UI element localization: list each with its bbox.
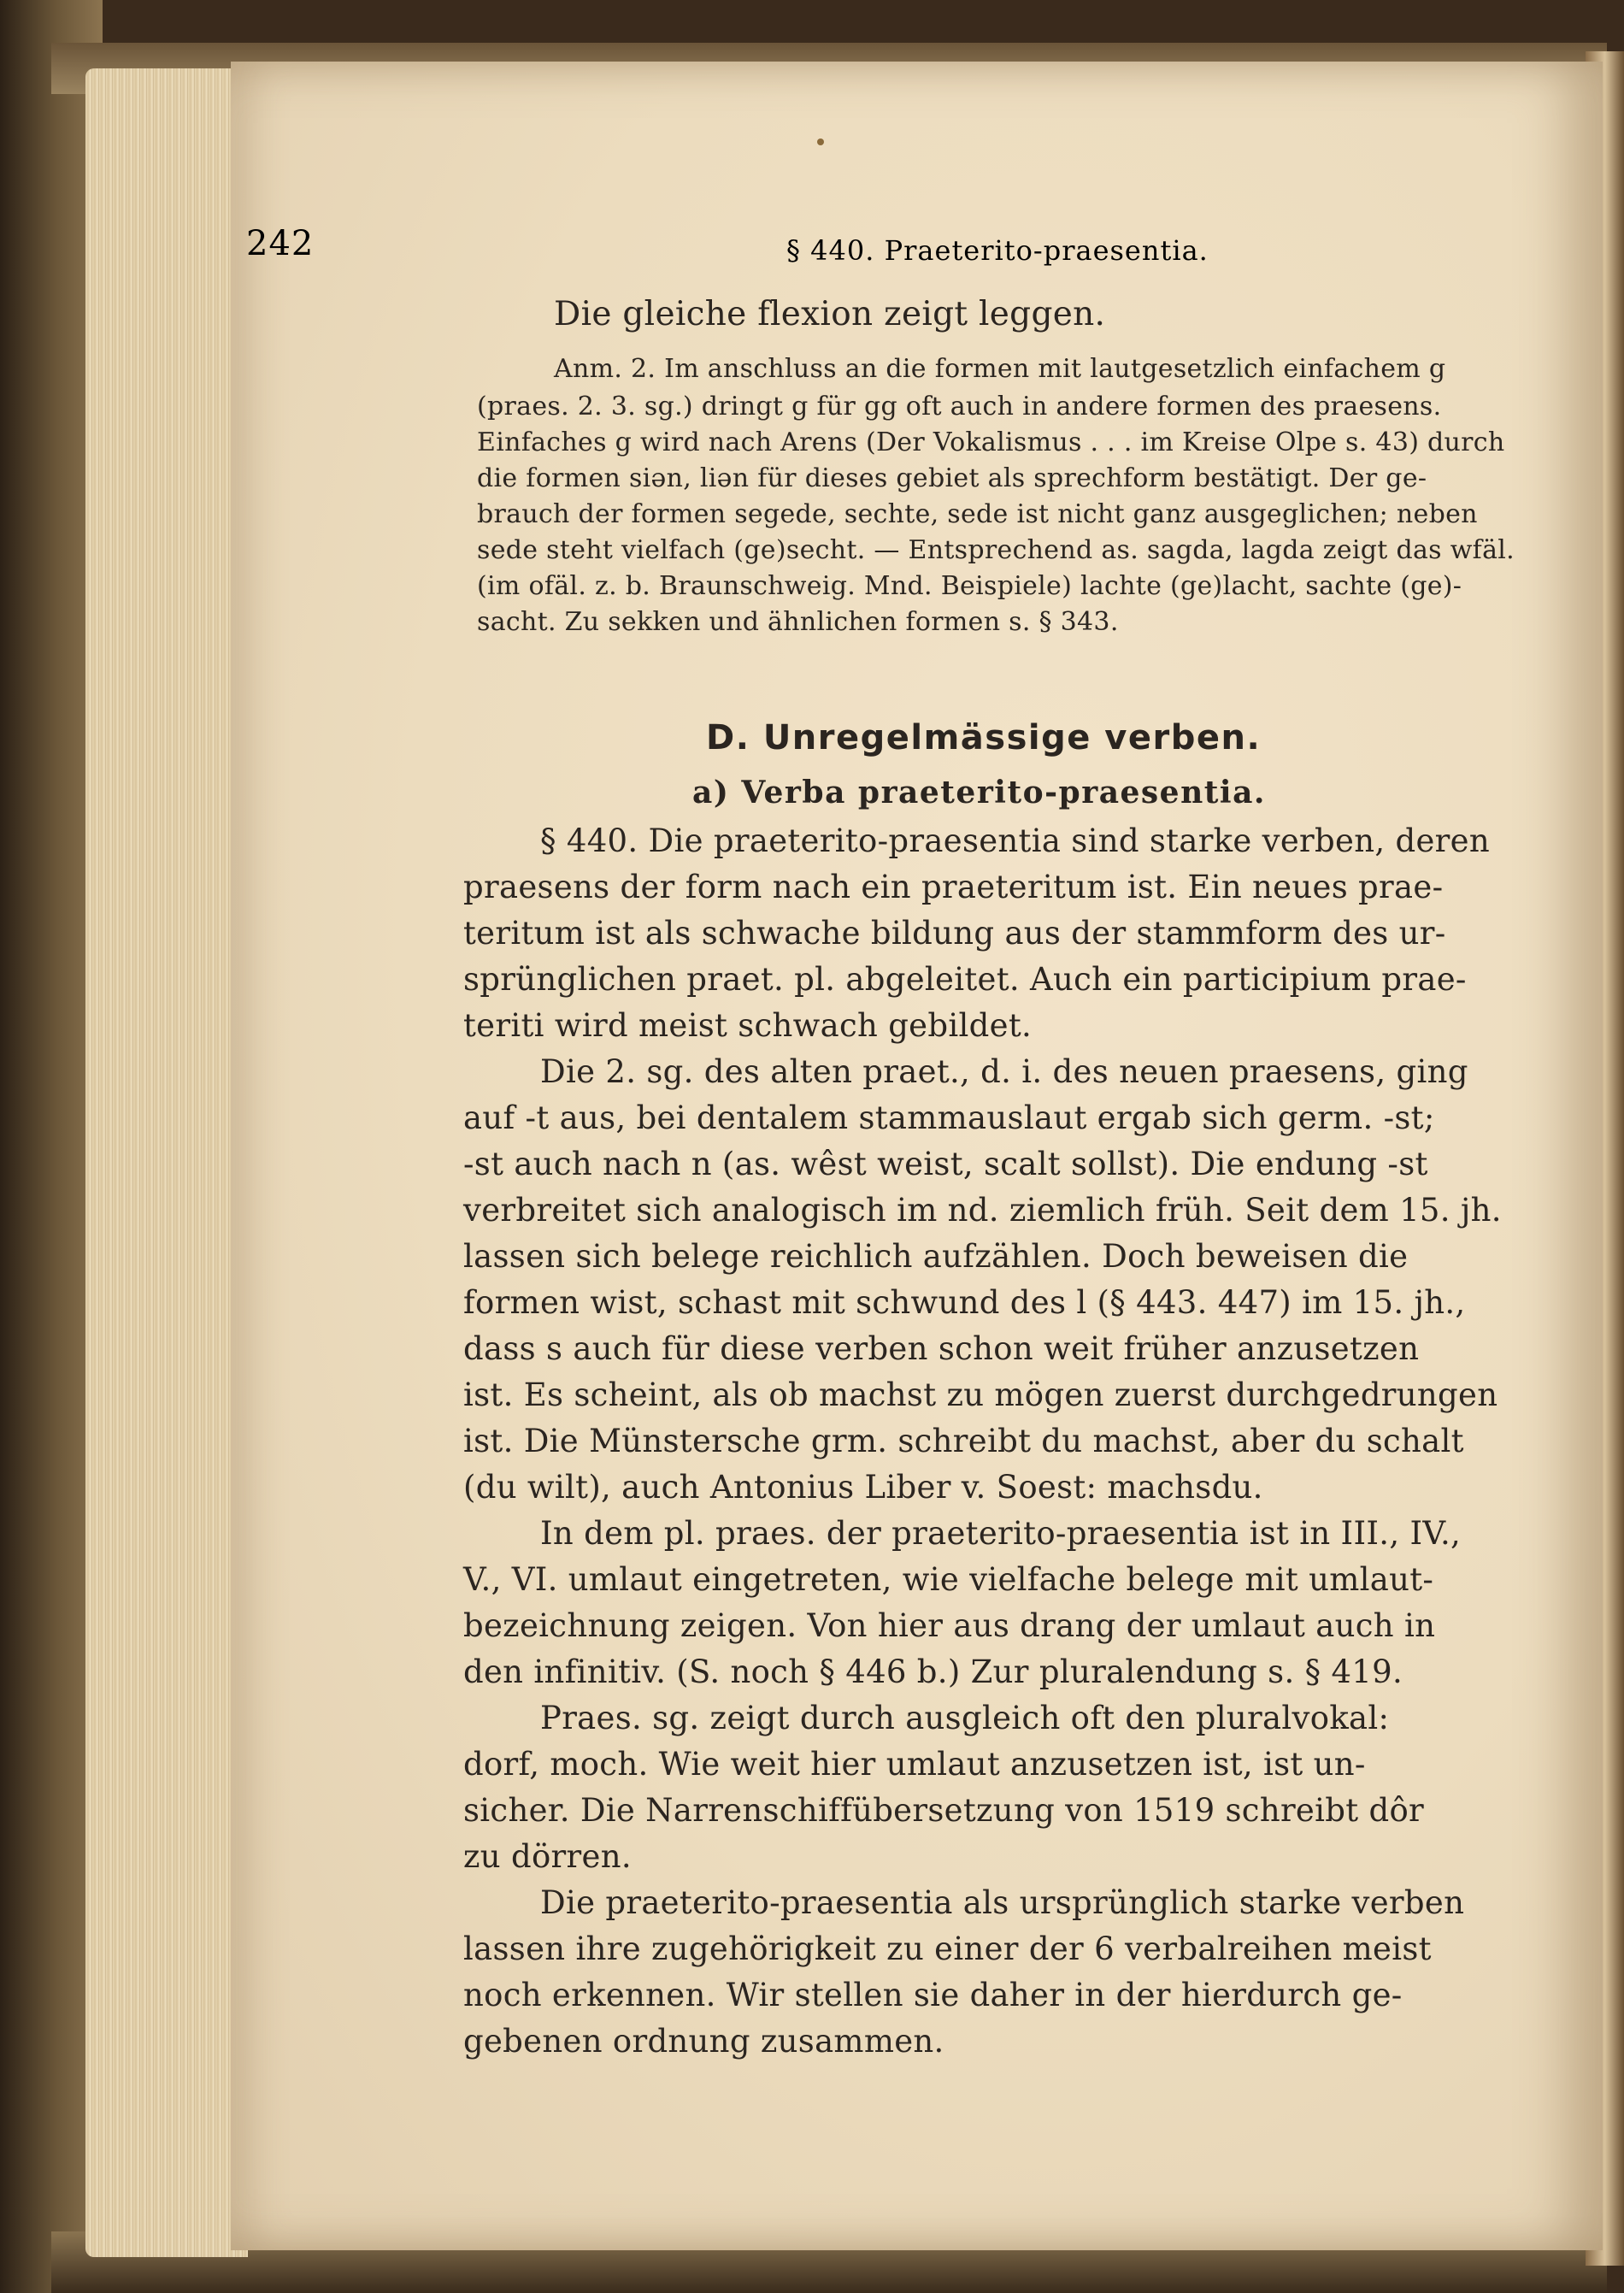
- body-line: Die praeterito-praesentia als ursprünglich starke verben: [540, 1884, 1465, 1921]
- stacked-page-edges: [85, 68, 248, 2257]
- body-line: ist. Es scheint, als ob machst zu mögen zuerst durchgedrungen: [463, 1376, 1498, 1413]
- subsection-heading: a) Verba praeterito-praesentia.: [692, 775, 1266, 811]
- anm-line: brauch der formen segede, sechte, sede ist nicht ganz ausgeglichen; neben: [477, 499, 1478, 529]
- body-line: dorf, moch. Wie weit hier umlaut anzusetzen ist, ist un-: [463, 1746, 1366, 1783]
- page-number: 242: [246, 224, 315, 263]
- body-line: bezeichnung zeigen. Von hier aus drang der umlaut auch in: [463, 1607, 1436, 1644]
- anm-line: (praes. 2. 3. sg.) dringt g für gg oft auch in andere formen des praesens.: [477, 392, 1442, 421]
- body-line: -st auch nach n (as. wêst weist, scalt sollst). Die endung -st: [463, 1146, 1428, 1182]
- body-line: In dem pl. praes. der praeterito-praesentia ist in III., IV.,: [540, 1515, 1462, 1552]
- body-line: dass s auch für diese verben schon weit früher anzusetzen: [463, 1330, 1420, 1367]
- body-line: verbreitet sich analogisch im nd. ziemlich früh. Seit dem 15. jh.: [463, 1192, 1502, 1229]
- section-heading: D. Unregelmässige verben.: [706, 718, 1262, 757]
- body-line: zu dörren.: [463, 1838, 632, 1875]
- page-text: [231, 0, 1515, 2293]
- anm-line: sacht. Zu sekken und ähnlichen formen s. § 343.: [477, 607, 1119, 637]
- anm-line: (im ofäl. z. b. Braunschweig. Mnd. Beispiele) lachte (ge)lacht, sachte (ge)-: [477, 571, 1462, 601]
- body-line: sicher. Die Narrenschiffübersetzung von 1519 schreibt dôr: [463, 1792, 1425, 1829]
- anm-line: Anm. 2. Im anschluss an die formen mit lautgesetzlich einfachem g: [554, 354, 1446, 384]
- body-line: ist. Die Münstersche grm. schreibt du machst, aber du schalt: [463, 1423, 1464, 1459]
- body-line: § 440. Die praeterito-praesentia sind starke verben, deren: [540, 822, 1490, 859]
- anm-line: Einfaches g wird nach Arens (Der Vokalismus . . . im Kreise Olpe s. 43) durch: [477, 427, 1505, 457]
- body-line: Die 2. sg. des alten praet., d. i. des neuen praesens, ging: [540, 1053, 1468, 1090]
- body-line: gebenen ordnung zusammen.: [463, 2023, 944, 2060]
- body-line: praesens der form nach ein praeteritum ist. Ein neues prae-: [463, 869, 1444, 905]
- body-line: noch erkennen. Wir stellen sie daher in der hierdurch ge-: [463, 1977, 1403, 2013]
- body-line: sprünglichen praet. pl. abgeleitet. Auch ein participium prae-: [463, 961, 1467, 998]
- intro-line: Die gleiche flexion zeigt leggen.: [554, 295, 1106, 333]
- anm-line: sede steht vielfach (ge)secht. — Entsprechend as. sagda, lagda zeigt das wfäl.: [477, 535, 1515, 565]
- body-line: Praes. sg. zeigt durch ausgleich oft den pluralvokal:: [540, 1700, 1390, 1736]
- body-line: lassen ihre zugehörigkeit zu einer der 6 verbalreihen meist: [463, 1930, 1432, 1967]
- body-line: teritum ist als schwache bildung aus der stammform des ur-: [463, 915, 1446, 952]
- body-line: teriti wird meist schwach gebildet.: [463, 1007, 1033, 1044]
- body-line: V., VI. umlaut eingetreten, wie vielfache belege mit umlaut-: [463, 1561, 1434, 1598]
- body-line: lassen sich belege reichlich aufzählen. Doch beweisen die: [463, 1238, 1409, 1275]
- body-line: formen wist, schast mit schwund des l (§ 443. 447) im 15. jh.,: [463, 1284, 1466, 1321]
- anm-line: die formen siən, liən für dieses gebiet als sprechform bestätigt. Der ge-: [477, 463, 1427, 493]
- running-head: § 440. Praeterito-praesentia.: [786, 234, 1209, 267]
- body-line: (du wilt), auch Antonius Liber v. Soest: machsdu.: [463, 1469, 1263, 1506]
- body-line: auf -t aus, bei dentalem stammauslaut ergab sich germ. -st;: [463, 1099, 1435, 1136]
- body-line: den infinitiv. (S. noch § 446 b.) Zur pluralendung s. § 419.: [463, 1653, 1403, 1690]
